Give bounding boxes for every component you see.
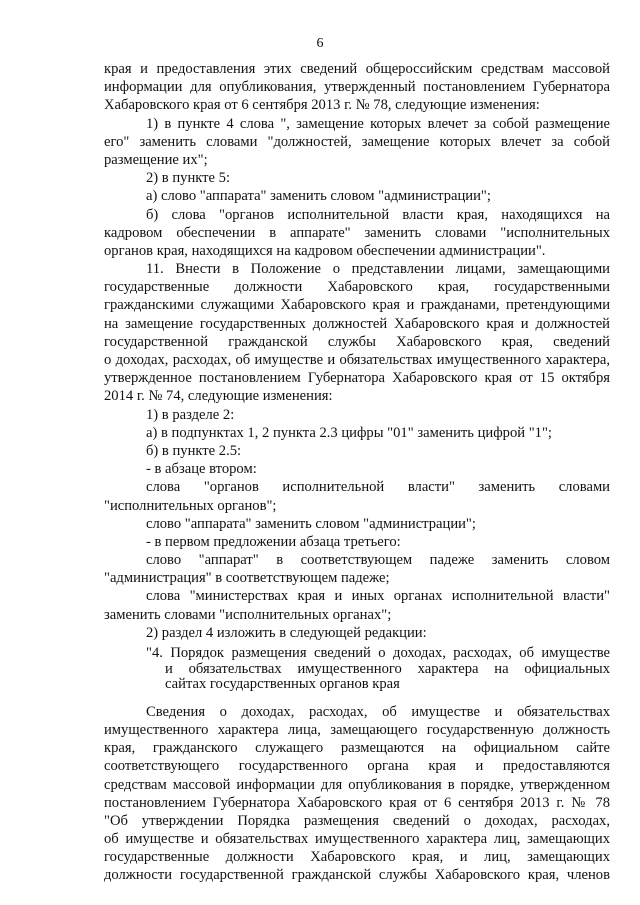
text-line: "Об утверждении Порядка размещения сведений о доходах, расходах, (104, 812, 610, 829)
text-line: слово "аппарат" в соответствующем падеже заменить словом (146, 552, 610, 569)
text-line: края, гражданского служащего размещаются на официальном сайте (104, 740, 610, 757)
text-line: б) в пункте 2.5: (146, 442, 242, 459)
page-number: 6 (316, 36, 324, 51)
text-line: размещение их"; (104, 151, 208, 168)
text-line: гражданскими служащими Хабаровского края и гражданами, претендующими (104, 297, 610, 314)
text-line: слова "органов исполнительной власти" заменить словами (146, 479, 610, 496)
text-line: об имуществе и обязательствах имущественного характера лиц, замещающих (104, 831, 610, 848)
text-line: государственной гражданской службы Хабаровского края, сведений (104, 333, 610, 350)
text-line: утвержденное постановлением Губернатора Хабаровского края от 15 октября (104, 370, 610, 387)
document-body (104, 60, 610, 885)
text-line: кадровом обеспечении в аппарате" заменить словами "исполнительных (104, 224, 610, 241)
text-line: должности государственной гражданской службы Хабаровского края, членов (104, 867, 610, 884)
text-line: его" заменить словами "должностей, замещение которых влечет за собой (104, 133, 610, 150)
text-line: средствам массовой информации для опубликования в порядке, утвержденном (104, 776, 610, 793)
text-line: информации для опубликования, утвержденный постановлением Губернатора (104, 79, 610, 96)
text-line: органов края, находящихся на кадровом обеспечении администрации". (104, 242, 546, 259)
text-line: - в абзаце втором: (146, 461, 257, 478)
text-line: 2) раздел 4 изложить в следующей редакции: (146, 624, 427, 641)
text-line: заменить словами "исполнительных органах"; (104, 606, 392, 623)
text-line: имущественного характера лица, замещающего государственную должность (104, 721, 610, 738)
text-line: 11. Внести в Положение о представлении лицами, замещающими (146, 261, 610, 278)
section-heading-line: сайтах государственных органов края (165, 676, 400, 693)
section-heading-line: "4. Порядок размещения сведений о доходах, расходах, об имуществе (146, 645, 610, 661)
text-line: постановлением Губернатора Хабаровского края от 6 сентября 2013 г. № 78 (104, 794, 610, 811)
text-line: Хабаровского края от 6 сентября 2013 г. № 78, следующие изменения: (104, 97, 540, 114)
text-line: а) слово "аппарата" заменить словом "администрации"; (146, 188, 491, 205)
text-line: слово "аппарата" заменить словом "администрации"; (146, 515, 476, 532)
text-line: 2) в пункте 5: (146, 170, 231, 187)
text-line: "администрация" в соответствующем падеже; (104, 570, 390, 587)
text-line: б) слова "органов исполнительной власти края, находящихся на (146, 206, 610, 223)
text-line: Сведения о доходах, расходах, об имуществе и обязательствах (146, 703, 610, 720)
text-line: соответствующего государственного органа края и предоставляются (104, 758, 610, 775)
text-line: на замещение государственных должностей Хабаровского края и должностей (104, 315, 610, 332)
text-line: "исполнительных органов"; (104, 497, 277, 514)
text-line: 2014 г. № 74, следующие изменения: (104, 388, 333, 405)
text-line: 1) в пункте 4 слова ", замещение которых влечет за собой размещение (146, 115, 610, 132)
text-line: а) в подпунктах 1, 2 пункта 2.3 цифры "01" заменить цифрой "1"; (146, 424, 552, 441)
text-line: 1) в разделе 2: (146, 406, 235, 423)
text-line: края и предоставления этих сведений общероссийским средствам массовой (104, 61, 610, 77)
text-line: слова "министерствах края и иных органах исполнительной власти" (146, 588, 610, 605)
text-line: государственные должности Хабаровского края, и лиц, замещающих (104, 849, 610, 866)
section-heading-line: и обязательствах имущественного характера на официальных (165, 660, 610, 677)
text-line: государственные должности Хабаровского края, государственными (104, 279, 610, 296)
text-line: о доходах, расходах, об имуществе и обязательствах имущественного характера, (104, 352, 610, 368)
text-line: - в первом предложении абзаца третьего: (146, 533, 401, 550)
